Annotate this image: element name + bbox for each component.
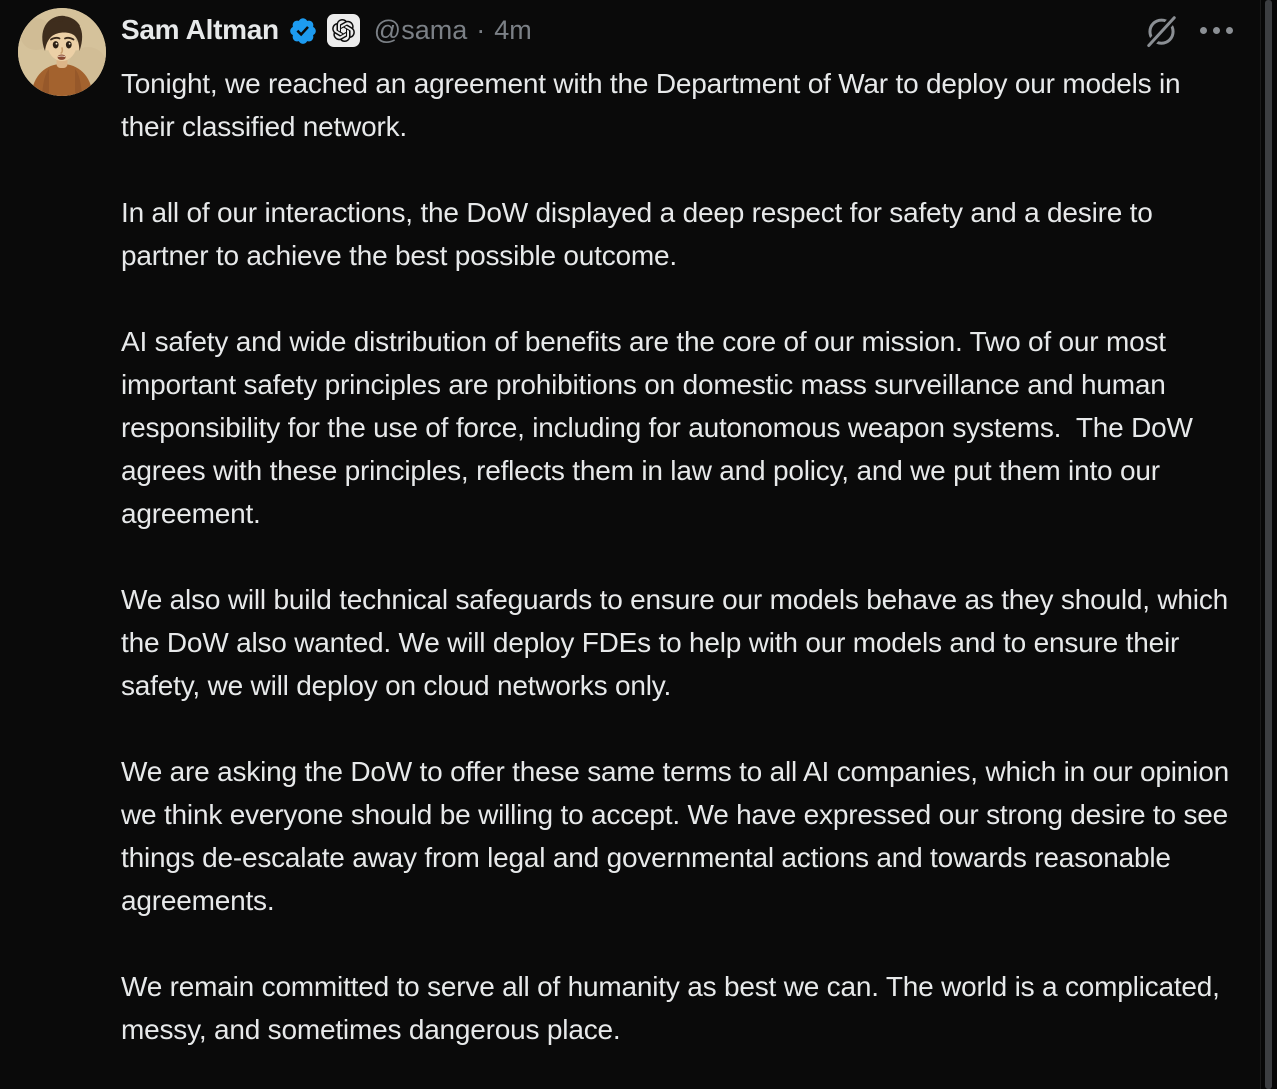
header-actions	[1143, 12, 1233, 49]
tweet-paragraph: We also will build technical safeguards to ensure our models behave as they should, which the DoW also wanted. We will deploy FDEs to help with our models and to ensure their safety, we will deploy on cloud networks only.	[121, 584, 1236, 701]
grok-actions-button[interactable]	[1143, 12, 1180, 49]
more-options-button[interactable]	[1200, 27, 1233, 34]
openai-affiliation-badge[interactable]	[327, 14, 360, 47]
scrollbar-thumb[interactable]	[1265, 0, 1272, 1089]
tweet-text	[121, 62, 1237, 1051]
grok-icon	[1143, 12, 1180, 49]
display-name[interactable]: Sam Altman	[121, 14, 279, 45]
tweet-content	[121, 8, 1237, 1051]
user-handle[interactable]: @sama	[373, 14, 468, 45]
cartoon-boy-avatar-image	[18, 8, 106, 96]
timestamp[interactable]: 4m	[494, 14, 532, 45]
avatar[interactable]	[18, 8, 106, 96]
verified-badge-icon	[288, 16, 318, 46]
tweet-paragraph: AI safety and wide distribution of benefits are the core of our mission. Two of our most important safety principles are prohibitions on domestic mass surveillance and human responsibility for the use of force, including for autonomous weapon systems. The DoW agrees with these principles, reflects them in law and policy, and we put them into our agreement.	[121, 326, 1201, 529]
separator-dot: ·	[476, 14, 486, 45]
tweet-paragraph: We remain committed to serve all of humanity as best we can. The world is a complicated, messy, and sometimes dangerous place.	[121, 971, 1228, 1045]
scrollbar-track[interactable]	[1260, 0, 1277, 1089]
tweet-paragraph: We are asking the DoW to offer these same terms to all AI companies, which in our opinion we think everyone should be willing to accept. We have expressed our strong desire to see things de-escalate away from legal and governmental actions and towards reasonable agreements.	[121, 756, 1237, 916]
handle-group	[374, 15, 532, 46]
openai-logo-icon	[332, 19, 355, 42]
tweet-paragraph: In all of our interactions, the DoW displayed a deep respect for safety and a desire to partner to achieve the best possible outcome.	[121, 197, 1161, 271]
more-options-icon	[1200, 27, 1233, 34]
tweet-header	[121, 8, 1233, 52]
tweet-paragraph: Tonight, we reached an agreement with the Department of War to deploy our models in their classified network.	[121, 68, 1188, 142]
